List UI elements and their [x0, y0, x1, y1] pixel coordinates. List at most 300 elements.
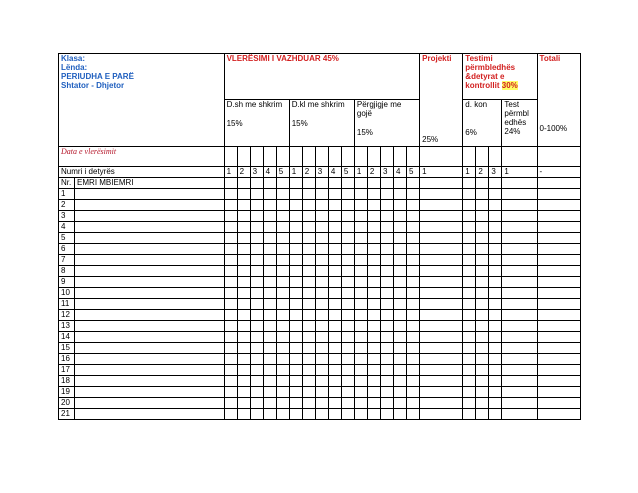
grade-cell[interactable] [489, 288, 502, 299]
grade-cell[interactable] [315, 409, 328, 420]
grade-cell[interactable] [237, 222, 250, 233]
grade-cell[interactable] [276, 409, 289, 420]
grade-cell[interactable] [289, 189, 302, 200]
grade-cell[interactable] [354, 244, 367, 255]
grade-cell[interactable] [476, 365, 489, 376]
grade-cell[interactable] [224, 409, 237, 420]
grade-cell[interactable] [407, 343, 420, 354]
grade-cell[interactable] [380, 266, 393, 277]
grade-cell[interactable] [341, 343, 354, 354]
grade-cell[interactable] [393, 233, 406, 244]
grade-cell[interactable] [476, 244, 489, 255]
grade-cell[interactable] [354, 332, 367, 343]
grade-cell[interactable] [420, 376, 463, 387]
grade-cell[interactable] [341, 222, 354, 233]
grade-cell[interactable] [341, 288, 354, 299]
grade-cell[interactable] [476, 200, 489, 211]
grade-cell[interactable] [250, 244, 263, 255]
grade-cell[interactable] [367, 332, 380, 343]
grade-cell[interactable] [476, 321, 489, 332]
grade-cell[interactable] [407, 244, 420, 255]
grade-cell[interactable] [476, 233, 489, 244]
grade-cell[interactable] [463, 233, 476, 244]
grade-cell[interactable] [263, 354, 276, 365]
grade-cell[interactable] [302, 409, 315, 420]
grade-cell[interactable] [289, 211, 302, 222]
grade-cell[interactable] [341, 277, 354, 288]
grade-cell[interactable] [380, 233, 393, 244]
grade-cell[interactable] [380, 222, 393, 233]
grade-cell[interactable] [289, 288, 302, 299]
grade-cell[interactable] [463, 222, 476, 233]
grade-cell[interactable] [276, 233, 289, 244]
grade-cell[interactable] [341, 409, 354, 420]
grade-cell[interactable] [502, 255, 537, 266]
grade-cell[interactable] [250, 255, 263, 266]
student-name-cell[interactable] [75, 332, 225, 343]
grade-cell[interactable] [476, 211, 489, 222]
grade-cell[interactable] [302, 376, 315, 387]
grade-cell[interactable] [302, 343, 315, 354]
grade-cell[interactable] [407, 365, 420, 376]
grade-cell[interactable] [341, 365, 354, 376]
grade-cell[interactable] [224, 244, 237, 255]
grade-cell[interactable] [354, 376, 367, 387]
grade-cell[interactable] [367, 310, 380, 321]
grade-cell[interactable] [263, 200, 276, 211]
grade-cell[interactable] [420, 310, 463, 321]
grade-cell[interactable] [341, 398, 354, 409]
grade-cell[interactable] [463, 354, 476, 365]
grade-cell[interactable] [489, 321, 502, 332]
grade-cell[interactable] [380, 409, 393, 420]
grade-cell[interactable] [537, 288, 580, 299]
date-cell[interactable] [263, 147, 276, 167]
grade-cell[interactable] [237, 233, 250, 244]
grade-cell[interactable] [380, 299, 393, 310]
grade-cell[interactable] [502, 365, 537, 376]
grade-cell[interactable] [354, 409, 367, 420]
grade-cell[interactable] [341, 255, 354, 266]
grade-cell[interactable] [489, 211, 502, 222]
grade-cell[interactable] [420, 189, 463, 200]
date-cell[interactable] [489, 147, 502, 167]
grade-cell[interactable] [367, 288, 380, 299]
grade-cell[interactable] [420, 288, 463, 299]
grade-cell[interactable] [380, 189, 393, 200]
grade-cell[interactable] [463, 211, 476, 222]
date-cell[interactable] [354, 147, 367, 167]
grade-cell[interactable] [407, 321, 420, 332]
grade-cell[interactable] [315, 211, 328, 222]
grade-cell[interactable] [367, 387, 380, 398]
grade-cell[interactable] [302, 354, 315, 365]
grade-cell[interactable] [276, 310, 289, 321]
grade-cell[interactable] [354, 222, 367, 233]
grade-cell[interactable] [380, 255, 393, 266]
grade-cell[interactable] [489, 310, 502, 321]
grade-cell[interactable] [237, 200, 250, 211]
grade-cell[interactable] [502, 233, 537, 244]
grade-cell[interactable] [276, 189, 289, 200]
grade-cell[interactable] [420, 200, 463, 211]
grade-cell[interactable] [380, 343, 393, 354]
grade-cell[interactable] [502, 211, 537, 222]
grade-cell[interactable] [302, 288, 315, 299]
grade-cell[interactable] [489, 233, 502, 244]
grade-cell[interactable] [276, 398, 289, 409]
grade-cell[interactable] [489, 277, 502, 288]
grade-cell[interactable] [407, 332, 420, 343]
grade-cell[interactable] [537, 321, 580, 332]
grade-cell[interactable] [250, 321, 263, 332]
student-name-cell[interactable] [75, 200, 225, 211]
grade-cell[interactable] [502, 387, 537, 398]
grade-cell[interactable] [328, 321, 341, 332]
grade-cell[interactable] [263, 277, 276, 288]
grade-cell[interactable] [463, 332, 476, 343]
grade-cell[interactable] [463, 200, 476, 211]
grade-cell[interactable] [289, 343, 302, 354]
grade-cell[interactable] [224, 233, 237, 244]
date-cell[interactable] [463, 147, 476, 167]
grade-cell[interactable] [328, 222, 341, 233]
grade-cell[interactable] [489, 398, 502, 409]
grade-cell[interactable] [224, 277, 237, 288]
grade-cell[interactable] [537, 200, 580, 211]
grade-cell[interactable] [489, 244, 502, 255]
grade-cell[interactable] [367, 365, 380, 376]
grade-cell[interactable] [341, 266, 354, 277]
grade-cell[interactable] [302, 398, 315, 409]
grade-cell[interactable] [289, 200, 302, 211]
grade-cell[interactable] [380, 365, 393, 376]
grade-cell[interactable] [407, 310, 420, 321]
grade-cell[interactable] [237, 354, 250, 365]
student-name-cell[interactable] [75, 211, 225, 222]
grade-cell[interactable] [489, 343, 502, 354]
student-name-cell[interactable] [75, 376, 225, 387]
grade-cell[interactable] [354, 299, 367, 310]
grade-cell[interactable] [354, 310, 367, 321]
grade-cell[interactable] [393, 321, 406, 332]
grade-cell[interactable] [315, 244, 328, 255]
grade-cell[interactable] [224, 343, 237, 354]
student-name-cell[interactable] [75, 398, 225, 409]
grade-cell[interactable] [393, 387, 406, 398]
grade-cell[interactable] [463, 189, 476, 200]
grade-cell[interactable] [302, 299, 315, 310]
grade-cell[interactable] [380, 321, 393, 332]
grade-cell[interactable] [489, 266, 502, 277]
grade-cell[interactable] [463, 343, 476, 354]
grade-cell[interactable] [407, 398, 420, 409]
grade-cell[interactable] [367, 244, 380, 255]
grade-cell[interactable] [341, 387, 354, 398]
grade-cell[interactable] [289, 321, 302, 332]
grade-cell[interactable] [502, 189, 537, 200]
student-name-cell[interactable] [75, 189, 225, 200]
grade-cell[interactable] [328, 189, 341, 200]
grade-cell[interactable] [250, 211, 263, 222]
grade-cell[interactable] [380, 288, 393, 299]
grade-cell[interactable] [354, 398, 367, 409]
grade-cell[interactable] [263, 376, 276, 387]
grade-cell[interactable] [224, 310, 237, 321]
grade-cell[interactable] [393, 354, 406, 365]
grade-cell[interactable] [420, 409, 463, 420]
grade-cell[interactable] [237, 255, 250, 266]
grade-cell[interactable] [315, 332, 328, 343]
grade-cell[interactable] [393, 211, 406, 222]
grade-cell[interactable] [407, 387, 420, 398]
grade-cell[interactable] [476, 376, 489, 387]
grade-cell[interactable] [407, 189, 420, 200]
grade-cell[interactable] [276, 222, 289, 233]
grade-cell[interactable] [354, 321, 367, 332]
grade-cell[interactable] [328, 200, 341, 211]
student-name-cell[interactable] [75, 299, 225, 310]
student-name-cell[interactable] [75, 266, 225, 277]
grade-cell[interactable] [407, 255, 420, 266]
grade-cell[interactable] [537, 409, 580, 420]
grade-cell[interactable] [250, 398, 263, 409]
grade-cell[interactable] [276, 376, 289, 387]
grade-cell[interactable] [502, 376, 537, 387]
grade-cell[interactable] [537, 365, 580, 376]
grade-cell[interactable] [328, 310, 341, 321]
grade-cell[interactable] [463, 288, 476, 299]
grade-cell[interactable] [367, 299, 380, 310]
grade-cell[interactable] [341, 354, 354, 365]
date-cell[interactable] [407, 147, 420, 167]
grade-cell[interactable] [380, 211, 393, 222]
grade-cell[interactable] [224, 222, 237, 233]
grade-cell[interactable] [367, 233, 380, 244]
grade-cell[interactable] [407, 376, 420, 387]
grade-cell[interactable] [367, 277, 380, 288]
grade-cell[interactable] [276, 321, 289, 332]
grade-cell[interactable] [380, 354, 393, 365]
student-name-cell[interactable] [75, 310, 225, 321]
grade-cell[interactable] [476, 288, 489, 299]
grade-cell[interactable] [302, 365, 315, 376]
grade-cell[interactable] [237, 244, 250, 255]
grade-cell[interactable] [302, 200, 315, 211]
grade-cell[interactable] [263, 255, 276, 266]
grade-cell[interactable] [289, 233, 302, 244]
grade-cell[interactable] [463, 321, 476, 332]
date-cell[interactable] [328, 147, 341, 167]
student-name-cell[interactable] [75, 233, 225, 244]
grade-cell[interactable] [328, 233, 341, 244]
grade-cell[interactable] [341, 299, 354, 310]
student-name-cell[interactable] [75, 321, 225, 332]
grade-cell[interactable] [537, 332, 580, 343]
grade-cell[interactable] [341, 332, 354, 343]
grade-cell[interactable] [489, 200, 502, 211]
grade-cell[interactable] [407, 409, 420, 420]
grade-cell[interactable] [237, 189, 250, 200]
student-name-cell[interactable] [75, 354, 225, 365]
grade-cell[interactable] [420, 255, 463, 266]
grade-cell[interactable] [276, 343, 289, 354]
date-cell[interactable] [367, 147, 380, 167]
grade-cell[interactable] [476, 398, 489, 409]
grade-cell[interactable] [263, 233, 276, 244]
grade-cell[interactable] [489, 332, 502, 343]
grade-cell[interactable] [476, 299, 489, 310]
date-cell[interactable] [537, 147, 580, 167]
grade-cell[interactable] [537, 343, 580, 354]
grade-cell[interactable] [224, 288, 237, 299]
grade-cell[interactable] [237, 343, 250, 354]
grade-cell[interactable] [289, 387, 302, 398]
grade-cell[interactable] [489, 222, 502, 233]
grade-cell[interactable] [224, 365, 237, 376]
grade-cell[interactable] [250, 365, 263, 376]
grade-cell[interactable] [302, 222, 315, 233]
grade-cell[interactable] [315, 310, 328, 321]
grade-cell[interactable] [315, 233, 328, 244]
grade-cell[interactable] [502, 321, 537, 332]
grade-cell[interactable] [328, 255, 341, 266]
grade-cell[interactable] [380, 332, 393, 343]
grade-cell[interactable] [263, 409, 276, 420]
grade-cell[interactable] [476, 387, 489, 398]
grade-cell[interactable] [354, 211, 367, 222]
grade-cell[interactable] [315, 288, 328, 299]
date-cell[interactable] [302, 147, 315, 167]
grade-cell[interactable] [341, 233, 354, 244]
grade-cell[interactable] [502, 266, 537, 277]
grade-cell[interactable] [276, 365, 289, 376]
grade-cell[interactable] [380, 244, 393, 255]
grade-cell[interactable] [489, 365, 502, 376]
grade-cell[interactable] [302, 277, 315, 288]
grade-cell[interactable] [393, 222, 406, 233]
grade-cell[interactable] [537, 277, 580, 288]
grade-cell[interactable] [502, 310, 537, 321]
grade-cell[interactable] [407, 211, 420, 222]
grade-cell[interactable] [276, 354, 289, 365]
date-cell[interactable] [393, 147, 406, 167]
grade-cell[interactable] [537, 376, 580, 387]
grade-cell[interactable] [407, 200, 420, 211]
student-name-cell[interactable] [75, 244, 225, 255]
grade-cell[interactable] [328, 343, 341, 354]
grade-cell[interactable] [341, 211, 354, 222]
date-cell[interactable] [420, 147, 463, 167]
grade-cell[interactable] [537, 211, 580, 222]
grade-cell[interactable] [420, 244, 463, 255]
grade-cell[interactable] [263, 310, 276, 321]
grade-cell[interactable] [420, 321, 463, 332]
date-cell[interactable] [341, 147, 354, 167]
grade-cell[interactable] [237, 310, 250, 321]
grade-cell[interactable] [263, 244, 276, 255]
grade-cell[interactable] [420, 343, 463, 354]
grade-cell[interactable] [367, 376, 380, 387]
grade-cell[interactable] [380, 376, 393, 387]
grade-cell[interactable] [367, 354, 380, 365]
grade-cell[interactable] [420, 277, 463, 288]
grade-cell[interactable] [537, 222, 580, 233]
grade-cell[interactable] [341, 310, 354, 321]
grade-cell[interactable] [393, 332, 406, 343]
grade-cell[interactable] [407, 288, 420, 299]
grade-cell[interactable] [328, 332, 341, 343]
grade-cell[interactable] [367, 343, 380, 354]
grade-cell[interactable] [476, 332, 489, 343]
grade-cell[interactable] [237, 321, 250, 332]
grade-cell[interactable] [263, 222, 276, 233]
grade-cell[interactable] [393, 266, 406, 277]
student-name-cell[interactable] [75, 288, 225, 299]
grade-cell[interactable] [224, 211, 237, 222]
grade-cell[interactable] [393, 288, 406, 299]
grade-cell[interactable] [263, 387, 276, 398]
grade-cell[interactable] [315, 398, 328, 409]
grade-cell[interactable] [237, 211, 250, 222]
grade-cell[interactable] [420, 365, 463, 376]
grade-cell[interactable] [276, 277, 289, 288]
grade-cell[interactable] [537, 354, 580, 365]
grade-cell[interactable] [463, 376, 476, 387]
grade-cell[interactable] [341, 321, 354, 332]
grade-cell[interactable] [476, 310, 489, 321]
grade-cell[interactable] [341, 376, 354, 387]
grade-cell[interactable] [420, 354, 463, 365]
grade-cell[interactable] [276, 332, 289, 343]
student-name-cell[interactable] [75, 365, 225, 376]
grade-cell[interactable] [367, 398, 380, 409]
grade-cell[interactable] [224, 299, 237, 310]
grade-cell[interactable] [250, 189, 263, 200]
grade-cell[interactable] [315, 299, 328, 310]
grade-cell[interactable] [263, 343, 276, 354]
grade-cell[interactable] [502, 354, 537, 365]
grade-cell[interactable] [315, 189, 328, 200]
grade-cell[interactable] [489, 299, 502, 310]
grade-cell[interactable] [315, 255, 328, 266]
grade-cell[interactable] [367, 255, 380, 266]
grade-cell[interactable] [276, 244, 289, 255]
grade-cell[interactable] [237, 332, 250, 343]
grade-cell[interactable] [354, 200, 367, 211]
grade-cell[interactable] [537, 398, 580, 409]
grade-cell[interactable] [502, 244, 537, 255]
grade-cell[interactable] [463, 310, 476, 321]
grade-cell[interactable] [263, 288, 276, 299]
grade-cell[interactable] [237, 387, 250, 398]
date-cell[interactable] [250, 147, 263, 167]
date-cell[interactable] [289, 147, 302, 167]
grade-cell[interactable] [250, 266, 263, 277]
grade-cell[interactable] [463, 255, 476, 266]
grade-cell[interactable] [341, 244, 354, 255]
grade-cell[interactable] [380, 387, 393, 398]
grade-cell[interactable] [489, 255, 502, 266]
grade-cell[interactable] [315, 365, 328, 376]
grade-cell[interactable] [224, 200, 237, 211]
grade-cell[interactable] [289, 255, 302, 266]
grade-cell[interactable] [250, 387, 263, 398]
grade-cell[interactable] [328, 277, 341, 288]
grade-cell[interactable] [354, 189, 367, 200]
grade-cell[interactable] [393, 277, 406, 288]
grade-cell[interactable] [289, 332, 302, 343]
